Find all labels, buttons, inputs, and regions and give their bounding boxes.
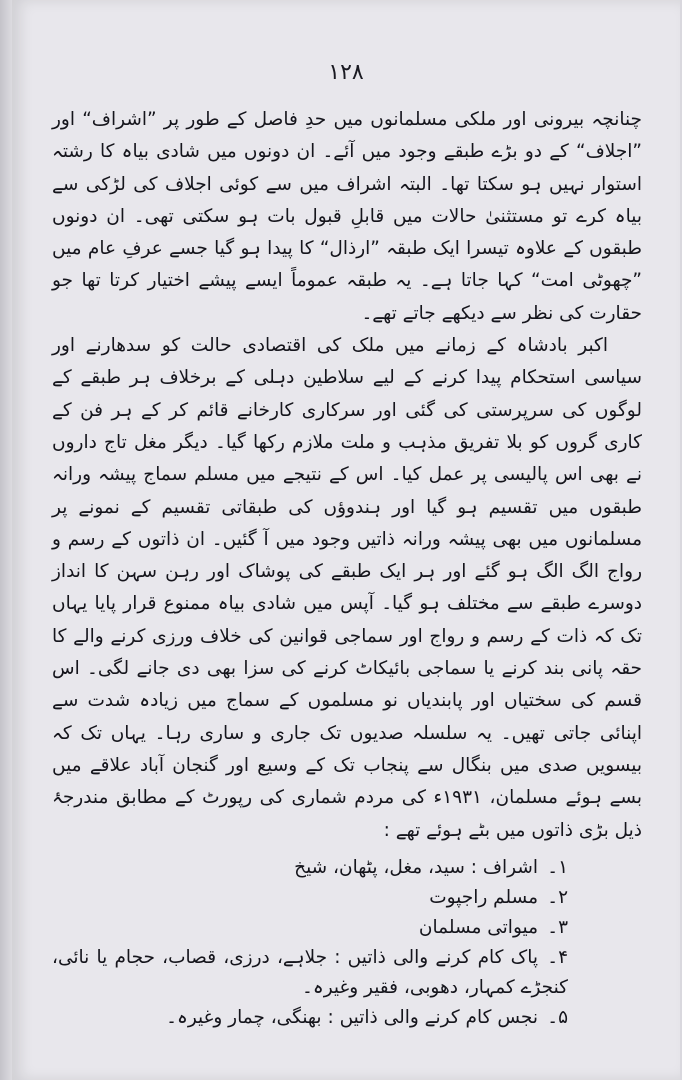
- list-text: میواتی مسلمان: [418, 916, 538, 938]
- list-text: اشراف : سید، مغل، پٹھان، شیخ: [294, 856, 538, 878]
- book-page: [12, 0, 680, 1080]
- list-text: پاک کام کرنے والی ذاتیں : جلاہے، درزی، قصاب، حجام یا نائی، کنجڑے کمہار، دھوبی، فقیر وغیرہ۔: [52, 946, 568, 998]
- list-number: ۵۔: [547, 1006, 568, 1028]
- list-number: ۴۔: [547, 946, 568, 968]
- list-number: ۳۔: [547, 916, 568, 938]
- list-item: [52, 943, 568, 1003]
- list-item: [52, 1003, 568, 1033]
- list-item: [52, 913, 568, 943]
- paragraph-2: اکبر بادشاہ کے زمانے میں ملک کی اقتصادی حالت کو سدھارنے اور سیاسی استحکام پیدا کرنے کے لیے سلاطین دہلی کے برخلاف ہر طبقے کے لوگوں کی سرپرستی کی گئی اور سرکاری کارخانے قائم کر کے ہر فن کے کاری گروں کو بلا تفریق مذہب و ملت ملازم رکھا گیا۔ دیگر مغل تاج داروں نے بھی اس پالیسی پر عمل کیا۔ اس کے نتیجے میں مسلم سماج پیشہ ورانہ طبقوں میں تقسیم ہو گیا اور ہندوؤں کی طبقاتی تقسیم کے نمونے پر مسلمانوں میں بھی پیشہ ورانہ ذاتیں وجود میں آ گئیں۔ ان ذاتوں کے رسم و رواج الگ الگ ہو گئے اور ہر ایک طبقے کی پوشاک اور رہن سہن کا انداز دوسرے طبقے سے مختلف ہو گیا۔ آپس میں شادی بیاہ ممنوع قرار پایا یہاں تک کہ ذات کے رسم و رواج اور سماجی قوانین کی خلاف ورزی کرنے والے کا حقہ پانی بند کرنے یا سماجی بائیکاٹ کرنے کی سزا بھی دی جانے لگی۔ اس قسم کی سختیاں اور پابندیاں نو مسلموں کے سماج میں زیادہ شدت سے اپنائی جاتی تھیں۔ یہ سلسلہ صدیوں تک جاری و ساری رہا۔ یہاں تک کہ بیسویں صدی میں بنگال سے پنجاب تک کے وسیع اور گنجان آباد علاقے میں بسے ہوئے مسلمان، ۱۹۳۱ء کی مردم شماری کی رپورٹ کے مطابق مندرجۂ ذیل بڑی ذاتوں میں بٹے ہوئے تھے :: [52, 335, 642, 841]
- list-number: ۱۔: [547, 856, 568, 878]
- list-item: [52, 853, 568, 883]
- list-text: نجس کام کرنے والی ذاتیں : بھنگی، چمار وغیرہ۔: [166, 1006, 538, 1028]
- page-number: ۱۲۸: [328, 60, 364, 85]
- page-binding-edge: [0, 0, 12, 1080]
- caste-list: [52, 853, 642, 1033]
- paragraph-1: چنانچہ بیرونی اور ملکی مسلمانوں میں حدِ فاصل کے طور پر ”اشراف“ اور ”اجلاف“ کے دو بڑے طبقے وجود میں آئے۔ ان دونوں میں شادی بیاہ کا رشتہ استوار نہیں ہو سکتا تھا۔ البتہ اشراف میں سے کوئی اجلاف کی لڑکی سے بیاہ کرے تو مستثنیٰ حالات میں قابلِ قبول بات ہو سکتی تھی۔ ان دونوں طبقوں کے علاوہ تیسرا ایک طبقہ ”ارذال“ کا پیدا ہو گیا جسے عرفِ عام میں ”چھوٹی امت“ کہا جاتا ہے۔ یہ طبقہ عموماً ایسے پیشے اختیار کرتا تھا جو حقارت کی نظر سے دیکھے جاتے تھے۔: [52, 109, 642, 324]
- page-text: [52, 104, 642, 1033]
- list-item: [52, 883, 568, 913]
- list-number: ۲۔: [547, 886, 568, 908]
- list-text: مسلم راجپوت: [429, 886, 538, 908]
